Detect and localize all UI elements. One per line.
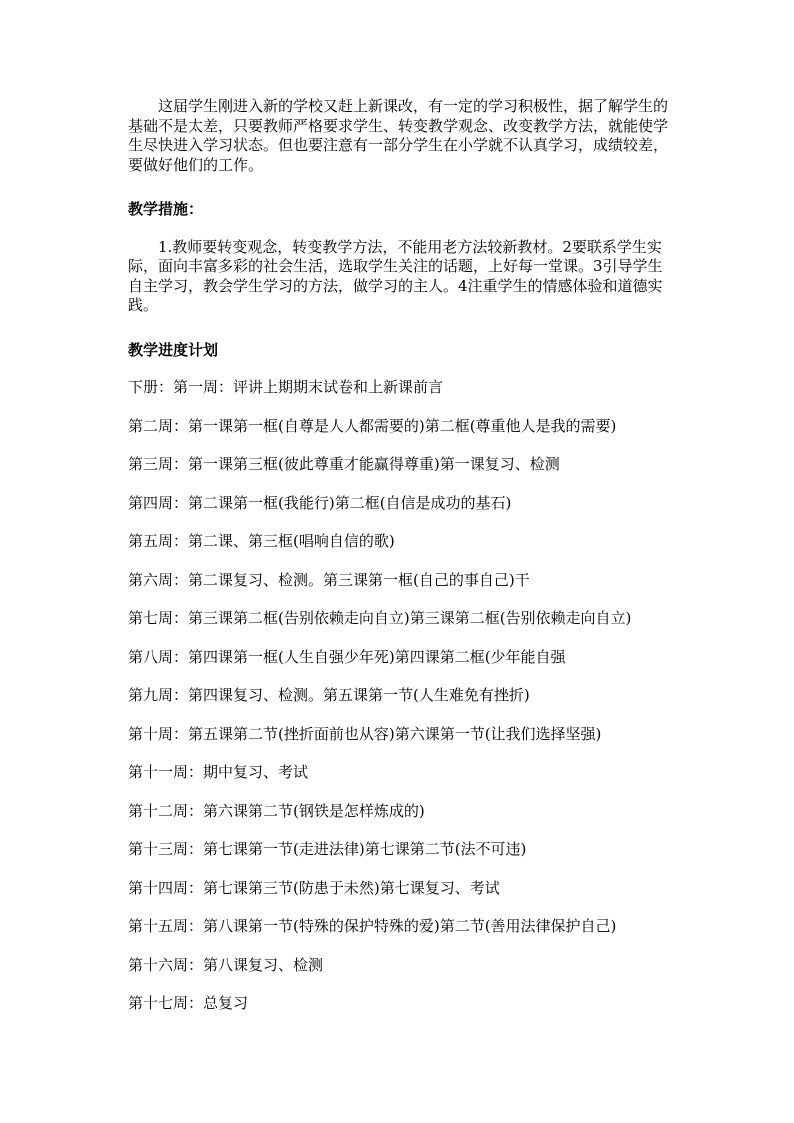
schedule-item: 第三周：第一课第三框(彼此尊重才能赢得尊重)第一课复习、检测 [128,455,560,473]
schedule-item: 第八周：第四课第一框(人生自强少年死)第四课第二框(少年能自强 [128,647,566,666]
schedule-heading: 教学进度计划 [128,340,219,359]
schedule-item: 第十三周：第七课第一节(走进法律)第七课第二节(法不可违) [128,840,527,858]
schedule-list [128,378,668,1014]
schedule-item: 第十二周：第六课第二节(钢铁是怎样炼成的) [128,801,425,820]
schedule-item: 第五周：第二课、第三框(唱响自信的歌) [128,532,395,550]
intro-paragraph: 这届学生刚进入新的学校又赶上新课改，有一定的学习积极性，据了解学生的基础不是太差，只要教师严格要求学生、转变教学观念、改变教学方法，就能使学生尽快进入学习状态。但也要注意有一部分学生在小学就不认真学习，成绩较差，要做好他们的工作。 [128,97,669,174]
measures-heading: 教学措施： [128,200,204,218]
schedule-item: 第十一周：期中复习、考试 [128,763,309,781]
schedule-item: 下册：第一周：评讲上期期末试卷和上新课前言 [128,378,444,396]
schedule-item: 第十五周：第八课第一节(特殊的保护特殊的爱)第二节(善用法律保护自己) [128,917,617,935]
schedule-item: 第十六周：第八课复习、检测 [128,955,324,974]
schedule-item: 第二周：第一课第一框(自尊是人人都需要的)第二框(尊重他人是我的需要) [128,416,617,435]
document-page [128,97,668,1033]
schedule-item: 第十四周：第七课第三节(防患于未然)第七课复习、考试 [128,878,500,897]
schedule-item: 第十周：第五课第二节(挫折面前也从容)第六课第一节(让我们选择坚强) [128,724,602,743]
schedule-item: 第七周：第三课第二框(告别依赖走向自立)第三课第二框(告别依赖走向自立) [128,609,632,627]
schedule-item: 第九周：第四课复习、检测。第五课第一节(人生难免有挫折) [128,686,530,704]
schedule-item: 第四周：第二课第一框(我能行)第二框(自信是成功的基石) [128,493,512,512]
measures-paragraph: 1.教师要转变观念，转变教学方法，不能用老方法较新教材。2要联系学生实际，面向丰富多彩的社会生活，选取学生关注的话题，上好每一堂课。3引导学生自主学习，教会学生学习的方法，做学习的主人。4注重学生的情感体验和道德实践。 [128,237,663,314]
schedule-item: 第六周：第二课复习、检测。第三课第一框(自己的事自己)干 [128,570,530,589]
schedule-item: 第十七周：总复习 [128,994,249,1012]
